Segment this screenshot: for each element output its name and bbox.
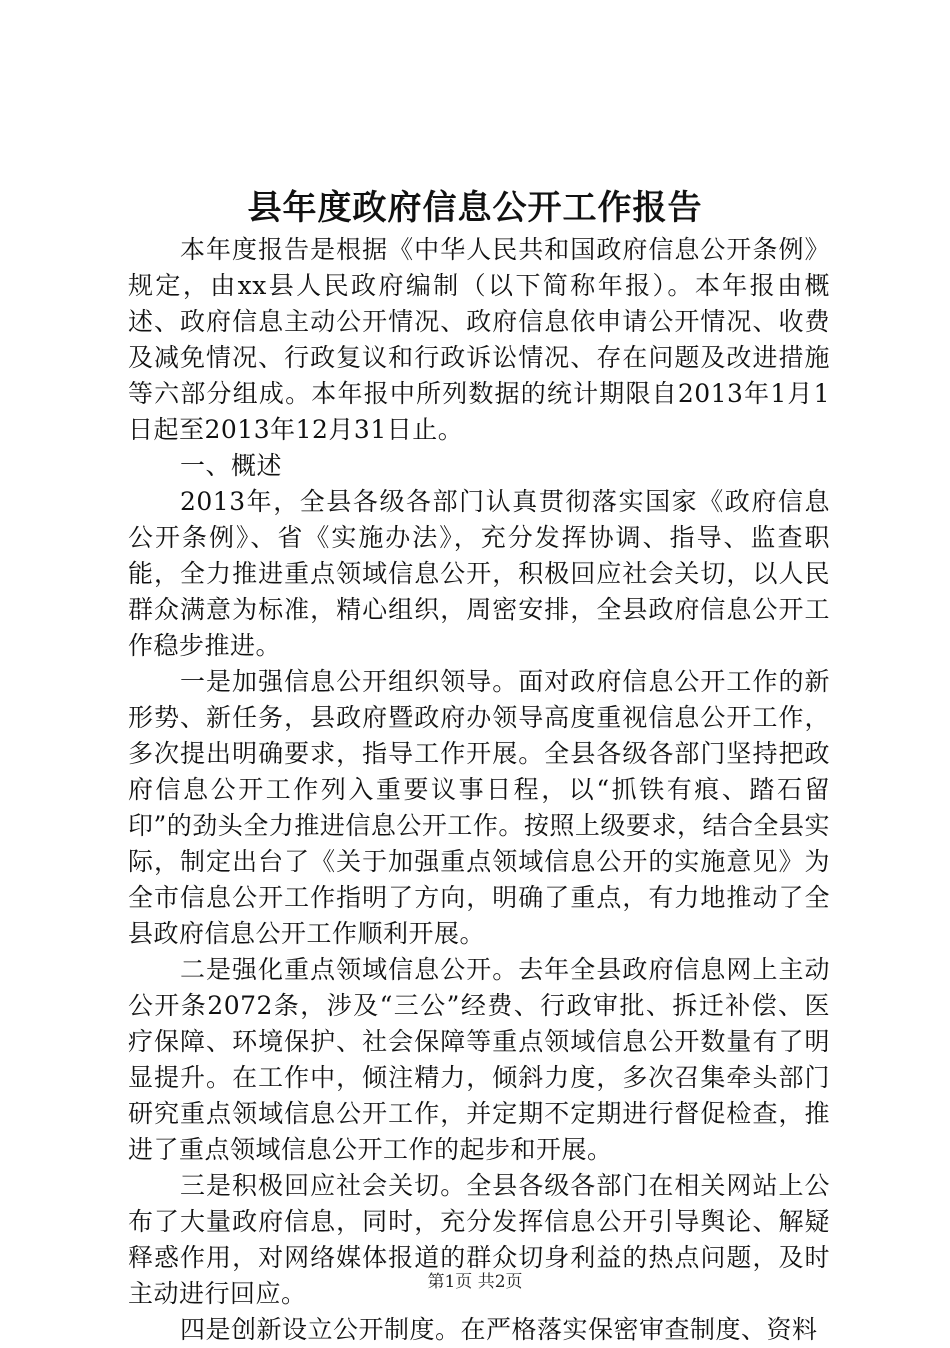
- section-heading-overview: 一、概述: [180, 451, 283, 480]
- paragraph-point-four: 四是创新设立公开制度。在严格落实保密审查制度、资料: [180, 1315, 818, 1344]
- paragraph-point-three: 三是积极回应社会关切。全县各级各部门在相关网站上公布了大量政府信息，同时，充分发挥信息公开引导舆论、解疑释惑作用，对网络媒体报道的群众切身利益的热点问题，及时主动进行回应。: [128, 1171, 830, 1308]
- document-title: 县年度政府信息公开工作报告: [247, 188, 703, 228]
- paragraph-intro: 本年度报告是根据《中华人民共和国政府信息公开条例》规定，由xx县人民政府编制（以下简称年报）。本年报由概述、政府信息主动公开情况、政府信息依申请公开情况、收费及减免情况、行政复议和行政诉讼情况、存在问题及改进措施等六部分组成。本年报中所列数据的统计期限自2013年1月1日起至2013年12月31日止。: [128, 235, 830, 444]
- document-body: [128, 232, 830, 1348]
- page-number-footer: 第1页 共2页: [427, 1272, 523, 1292]
- paragraph-point-one: 一是加强信息公开组织领导。面对政府信息公开工作的新形势、新任务，县政府暨政府办领导高度重视信息公开工作，多次提出明确要求，指导工作开展。全县各级各部门坚持把政府信息公开工作列入重要议事日程，以“抓铁有痕、踏石留印”的劲头全力推进信息公开工作。按照上级要求，结合全县实际，制定出台了《关于加强重点领域信息公开的实施意见》为全市信息公开工作指明了方向，明确了重点，有力地推动了全县政府信息公开工作顺利开展。: [128, 667, 830, 948]
- paragraph-point-two: 二是强化重点领域信息公开。去年全县政府信息网上主动公开条2072条，涉及“三公”经费、行政审批、拆迁补偿、医疗保障、环境保护、社会保障等重点领域信息公开数量有了明显提升。在工作中，倾注精力，倾斜力度，多次召集牵头部门研究重点领域信息公开工作，并定期不定期进行督促检查，推进了重点领域信息公开工作的起步和开展。: [128, 955, 830, 1164]
- paragraph-overview: 2013年，全县各级各部门认真贯彻落实国家《政府信息公开条例》、省《实施办法》，充分发挥协调、指导、监查职能，全力推进重点领域信息公开，积极回应社会关切，以人民群众满意为标准，精心组织，周密安排，全县政府信息公开工作稳步推进。: [128, 487, 830, 660]
